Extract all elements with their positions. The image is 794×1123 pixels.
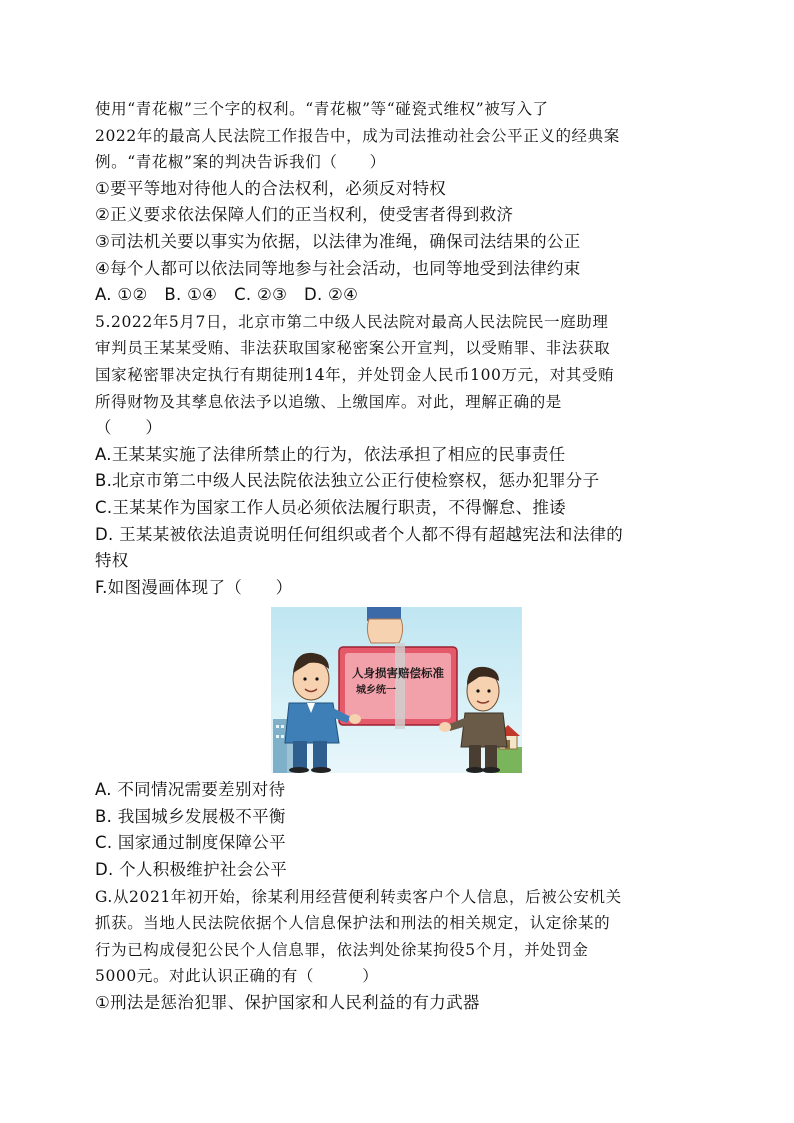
book-subtitle: 城乡统一: [356, 685, 396, 697]
q5-line-3: 国家秘密罪决定执行有期徒刑14年，并处罚金人民币100万元，对其受贿: [95, 365, 615, 384]
q4-choices: A. ①② B. ①④ C. ②③ D. ②④: [95, 285, 359, 305]
qf-option-c: C. 国家通过制度保障公平: [95, 833, 286, 853]
qf-option-b: B. 我国城乡发展极不平衡: [95, 806, 286, 826]
qf-stem: F.如图漫画体现了（ ）: [95, 577, 293, 597]
q4-line-1: 使用“青花椒”三个字的权利。“青花椒”等“碰瓷式维权”被写入了: [95, 100, 549, 118]
q5-line-5: （ ）: [95, 418, 163, 438]
qg-line-1: G.从2021年初开始，徐某利用经营便利转卖客户个人信息，后被公安机关: [95, 887, 622, 906]
q4-option-1: ①要平等地对待他人的合法权利，必须反对特权: [95, 178, 447, 198]
question-5: [95, 309, 705, 575]
question-f: [95, 575, 705, 884]
q5-line-1: 5.2022年5月7日，北京市第二中级人民法院对最高人民法院民一庭助理: [95, 312, 609, 331]
comic-illustration: [271, 607, 522, 773]
q4-option-4: ④每个人都可以依法同等地参与社会活动，也同等地受到法律约束: [95, 258, 581, 278]
comic-image: [271, 607, 522, 773]
q4-line-2: 2022年的最高人民法院工作报告中，成为司法推动社会公平正义的经典案: [95, 126, 620, 145]
q5-option-a: A.王某某实施了法律所禁止的行为，依法承担了相应的民事责任: [95, 444, 566, 464]
q5-option-d-cont: 特权: [95, 551, 129, 571]
qf-option-a: A. 不同情况需要差别对待: [95, 780, 286, 800]
q5-line-2: 审判员王某某受贿、非法获取国家秘密案公开宣判，以受贿罪、非法获取: [95, 339, 611, 358]
q4-option-3: ③司法机关要以事实为依据，以法律为准绳，确保司法结果的公正: [95, 231, 581, 251]
q5-option-d: D. 王某某被依法追责说明任何组织或者个人都不得有超越宪法和法律的: [95, 524, 624, 544]
q5-option-b: B.北京市第二中级人民法院依法独立公正行使检察权，惩办犯罪分子: [95, 471, 600, 491]
q4-option-2: ②正义要求依法保障人们的正当权利，使受害者得到救济: [95, 205, 514, 225]
question-g: [95, 884, 705, 1017]
qg-line-2: 抓获。当地人民法院依据个人信息保护法和刑法的相关规定，认定徐某的: [95, 914, 611, 933]
qg-line-3: 行为已构成侵犯公民个人信息罪，依法判处徐某拘役5个月，并处罚金: [95, 940, 589, 959]
qg-option-1: ①刑法是惩治犯罪、保护国家和人民利益的有力武器: [95, 993, 480, 1013]
qg-line-4: 5000元。对此认识正确的有（ ）: [95, 967, 379, 986]
hand-icon: [367, 607, 403, 643]
question-4: [95, 96, 705, 309]
q5-line-4: 所得财物及其孳息依法予以追缴、上缴国库。对此，理解正确的是: [95, 392, 562, 411]
q5-option-c: C.王某某作为国家工作人员必须依法履行职责，不得懈怠、推诿: [95, 497, 566, 517]
q4-line-3: 例。“青花椒”案的判决告诉我们（ ）: [95, 153, 386, 172]
qf-option-d: D. 个人积极维护社会公平: [95, 860, 288, 880]
page-content: [95, 96, 705, 1017]
book-title: 人身损害赔偿标准: [352, 666, 444, 681]
